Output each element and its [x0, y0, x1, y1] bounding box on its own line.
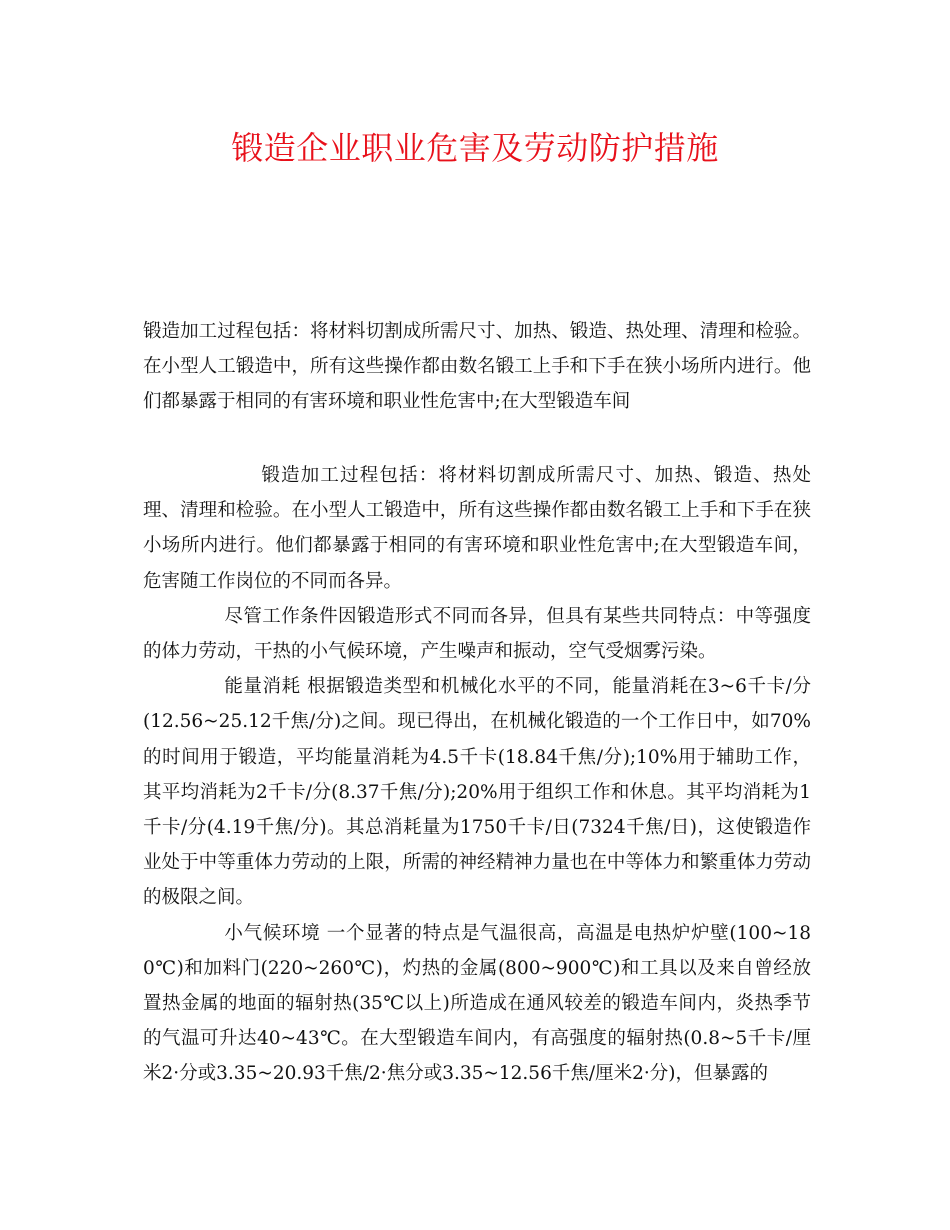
- document-title: 锻造企业职业危害及劳动防护措施: [231, 129, 719, 167]
- summary-paragraph: 锻造加工过程包括：将材料切割成所需尺寸、加热、锻造、热处理、清理和检验。在小型人工锻造中，所有这些操作都由数名锻工上手和下手在狭小场所内进行。他们都暴露于相同的有害环境和职业性危害中;在大型锻造车间: [143, 321, 811, 413]
- body-paragraph-1: 锻造加工过程包括：将材料切割成所需尺寸、加热、锻造、热处理、清理和检验。在小型人工锻造中，所有这些操作都由数名锻工上手和下手在狭小场所内进行。他们都暴露于相同的有害环境和职业性危害中;在大型锻造车间，危害随工作岗位的不同而各异。: [143, 465, 811, 592]
- main-body: [143, 458, 811, 1092]
- body-paragraph-3: 能量消耗 根据锻造类型和机械化水平的不同，能量消耗在3~6千卡/分(12.56~25.12千焦/分)之间。现已得出，在机械化锻造的一个工作日中，如70%的时间用于锻造，平均能量消耗为4.5千卡(18.84千焦/分);10%用于辅助工作，其平均消耗为2千卡/分(8.37千焦/分);20%用于组织工作和休息。其平均消耗为1千卡/分(4.19千焦/分)。其总消耗量为1750千卡/日(7324千焦/日)，这使锻造作业处于中等重体力劳动的上限，所需的神经精神力量也在中等体力和繁重体力劳动的极限之间。: [143, 676, 811, 909]
- body-paragraph-4: 小气候环境 一个显著的特点是气温很高，高温是电热炉炉壁(100~180℃)和加料门(220~260℃)，灼热的金属(800~900℃)和工具以及来自曾经放置热金属的地面的辐射热(35℃以上)所造成在通风较差的锻造车间内，炎热季节的气温可升达40~43℃。在大型锻造车间内，有高强度的辐射热(0.8~5千卡/厘米2·分或3.35~20.93千焦/2·焦分或3.35~12.56千焦/厘米2·分)，但暴露的: [143, 922, 811, 1085]
- body-paragraph-2: 尽管工作条件因锻造形式不同而各异，但具有某些共同特点：中等强度的体力劳动，干热的小气候环境，产生噪声和振动，空气受烟雾污染。: [143, 605, 811, 663]
